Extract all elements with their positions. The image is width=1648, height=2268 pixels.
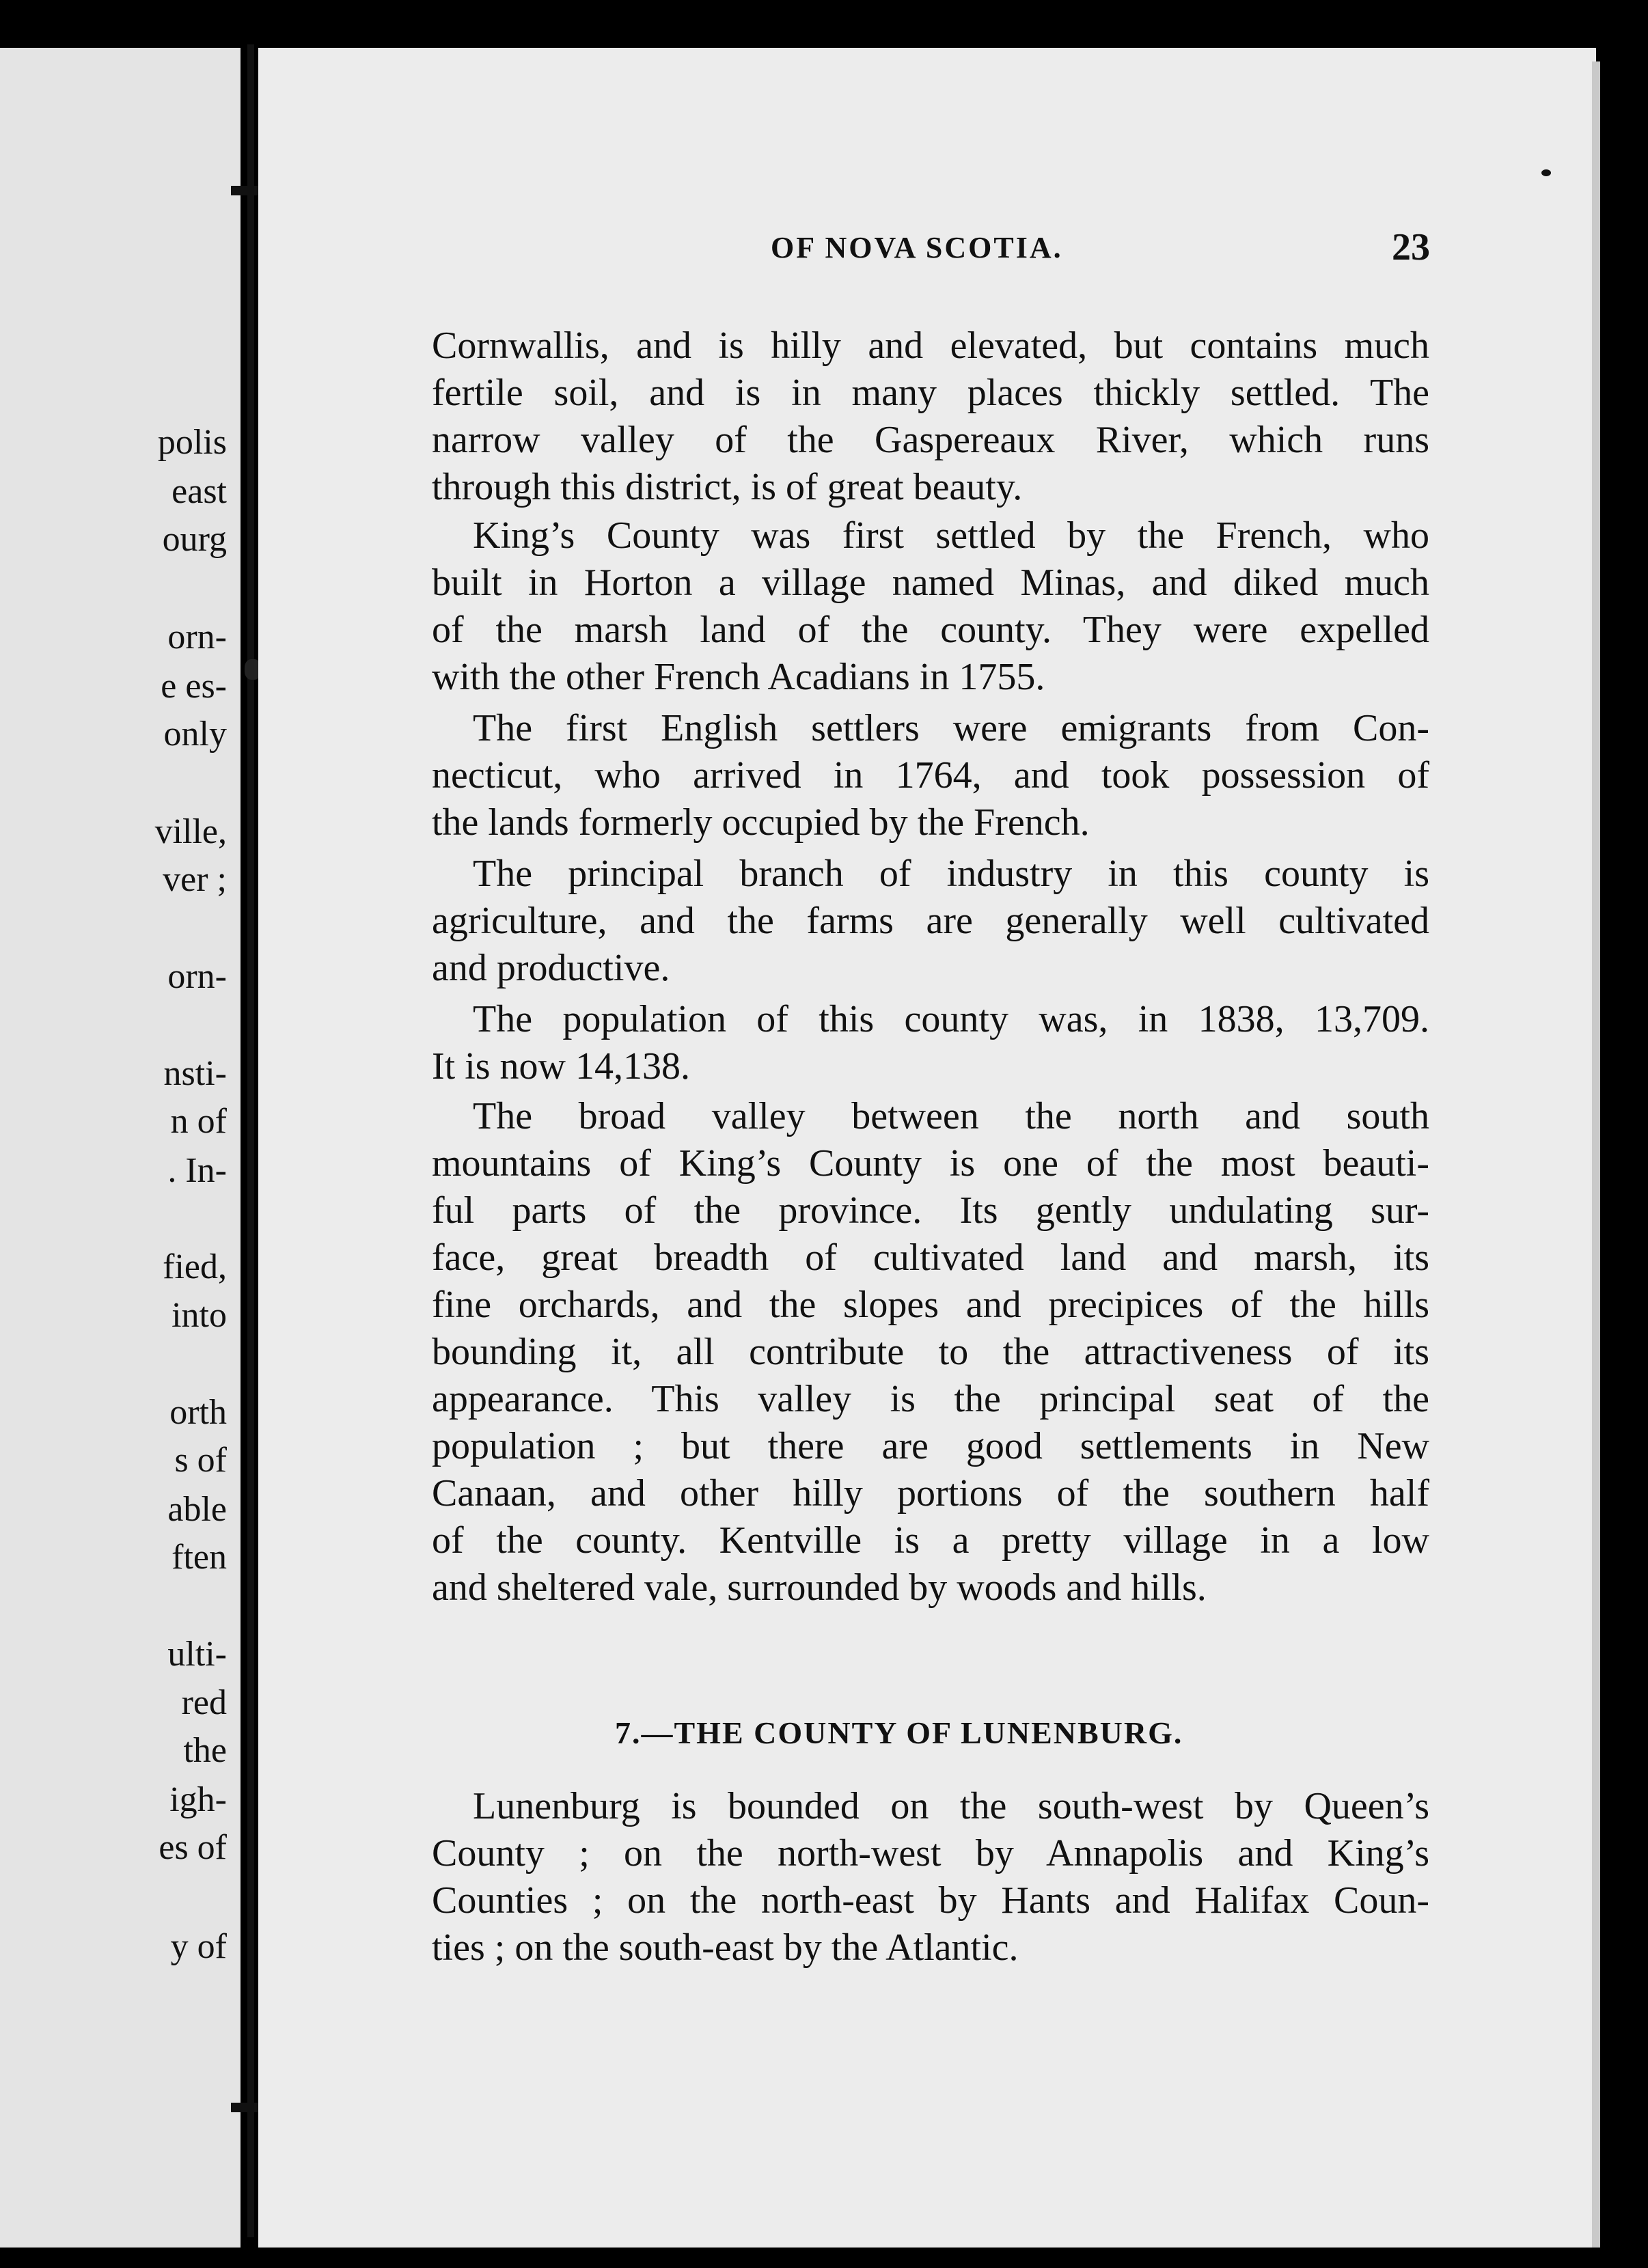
text-line: the lands formerly occupied by the French.	[432, 801, 1090, 844]
running-head: OF NOVA SCOTIA.	[771, 231, 1063, 264]
paragraph-industry	[432, 850, 1429, 992]
text-line: of the marsh land of the county. They were expelled	[432, 609, 1429, 651]
text-line: appearance. This valley is the principal seat of the	[432, 1378, 1429, 1420]
left-page-fragment: orn-	[167, 957, 227, 996]
scan-border	[0, 2248, 1648, 2268]
left-page-fragment: ver ;	[163, 860, 227, 899]
text-line: Canaan, and other hilly portions of the southern half	[432, 1472, 1429, 1515]
text-line: face, great breadth of cultivated land and marsh, its	[432, 1236, 1429, 1279]
left-page-fragment: red	[181, 1683, 227, 1722]
text-line: and sheltered vale, surrounded by woods and hills.	[432, 1566, 1207, 1609]
left-page-fragment: . In-	[167, 1151, 227, 1190]
left-page-fragment: polis	[157, 423, 227, 462]
text-line: with the other French Acadians in 1755.	[432, 656, 1045, 698]
text-line: of the county. Kentville is a pretty village in a low	[432, 1519, 1429, 1562]
paragraph-cornwallis	[432, 322, 1429, 511]
left-page-fragment: only	[163, 715, 227, 753]
left-page-fragment: e es-	[161, 667, 227, 706]
text-line: narrow valley of the Gaspereaux River, which runs	[432, 419, 1429, 461]
left-page-fragment: ften	[171, 1538, 227, 1577]
text-line: Counties ; on the north-east by Hants and Halifax Coun-	[432, 1879, 1429, 1922]
text-line: population ; but there are good settlements in New	[432, 1425, 1429, 1467]
left-page-fragment: ourg	[162, 520, 227, 559]
left-page-fragment: es of	[159, 1828, 227, 1867]
text-line: necticut, who arrived in 1764, and took possession of	[432, 754, 1429, 797]
text-line: ties ; on the south-east by the Atlantic.	[432, 1926, 1019, 1969]
left-page-fragment: s of	[174, 1441, 227, 1480]
left-page-fragment: orth	[169, 1393, 227, 1432]
paragraph-population	[432, 996, 1429, 1090]
left-page-fragment: able	[167, 1490, 227, 1529]
left-page-fragment: ulti-	[167, 1635, 227, 1674]
paragraph-kings-county-french	[432, 512, 1429, 701]
paragraph-english-settlers	[432, 705, 1429, 846]
text-line: The population of this county was, in 1838, 13,709.	[473, 998, 1429, 1040]
text-line: King’s County was first settled by the French, who	[473, 514, 1429, 557]
section-heading: 7.—THE COUNTY OF LUNENBURG.	[615, 1715, 1183, 1750]
left-page-fragment: the	[183, 1731, 227, 1770]
text-line: Cornwallis, and is hilly and elevated, but contains much	[432, 324, 1429, 367]
text-line: ful parts of the province. Its gently undulating sur-	[432, 1189, 1429, 1232]
text-line: Lunenburg is bounded on the south-west by Queen’s	[473, 1785, 1429, 1827]
left-page-fragment: orn-	[167, 618, 227, 656]
left-page-fragment: east	[171, 472, 227, 511]
page-edge-shadow	[1592, 61, 1600, 2268]
text-line: fertile soil, and is in many places thickly settled. The	[432, 372, 1429, 414]
previous-page-edge	[0, 48, 241, 2268]
left-page-fragment: ville,	[154, 812, 227, 851]
text-line: agriculture, and the farms are generally well cultivated	[432, 900, 1429, 942]
ink-speck	[1541, 169, 1551, 176]
left-page-fragment: y of	[170, 1927, 227, 1966]
text-line: The principal branch of industry in this county is	[473, 853, 1429, 895]
page-number: 23	[1392, 226, 1430, 268]
text-line: bounding it, all contribute to the attractiveness of its	[432, 1331, 1429, 1373]
left-page-fragment: nsti-	[163, 1054, 227, 1093]
text-line: mountains of King’s County is one of the most beauti-	[432, 1142, 1429, 1185]
left-page-fragment: igh-	[169, 1780, 227, 1819]
text-line: It is now 14,138.	[432, 1045, 690, 1088]
text-line: through this district, is of great beauty.	[432, 466, 1023, 508]
left-page-fragment: into	[171, 1296, 227, 1335]
text-line: fine orchards, and the slopes and precipices of the hills	[432, 1284, 1429, 1326]
left-page-fragment: n of	[170, 1102, 227, 1141]
text-line: and productive.	[432, 947, 670, 989]
paragraph-lunenburg	[432, 1783, 1429, 1972]
text-line: built in Horton a village named Minas, and diked much	[432, 562, 1429, 604]
text-line: The broad valley between the north and south	[473, 1095, 1429, 1137]
book-gutter	[247, 44, 254, 2237]
paragraph-broad-valley	[432, 1093, 1429, 1612]
left-page-fragment: fied,	[163, 1247, 227, 1286]
text-line: County ; on the north-west by Annapolis and King’s	[432, 1832, 1429, 1875]
text-line: The first English settlers were emigrants from Con-	[473, 707, 1429, 749]
